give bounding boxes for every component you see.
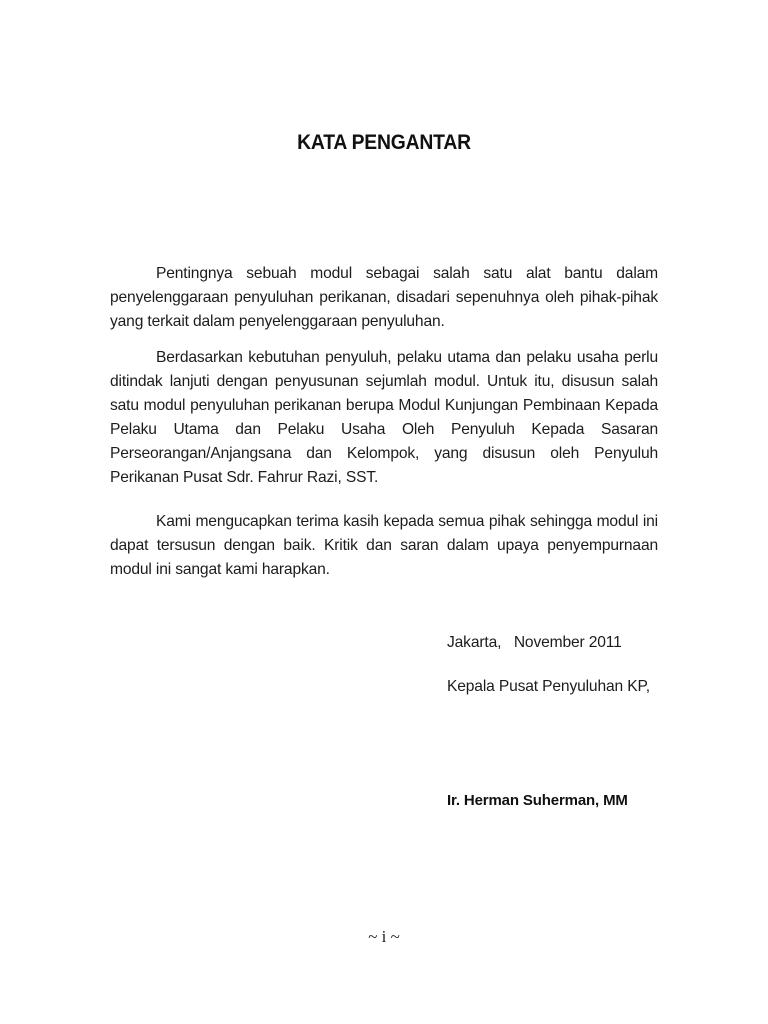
page-title: KATA PENGANTAR	[297, 131, 471, 154]
signature-place-date: Jakarta, November 2011	[447, 634, 622, 651]
signature-role: Kepala Pusat Penyuluhan KP,	[447, 678, 650, 695]
paragraph-2	[110, 346, 658, 490]
signature-name: Ir. Herman Suherman, MM	[447, 792, 628, 809]
paragraph-text: Berdasarkan kebutuhan penyuluh, pelaku utama dan pelaku usaha perlu ditindak lanjuti dengan penyusunan sejumlah modul. Untuk itu, disusun salah satu modul penyuluhan perikanan berupa Modul Kunjungan Pembinaan Kepada Pelaku Utama dan Pelaku Usaha Oleh Penyuluh Kepada Sasaran Perseorangan/Anjangsana dan Kelompok, yang disusun oleh Penyuluh Perikanan Pusat Sdr. Fahrur Razi, SST.	[110, 349, 658, 486]
paragraph-text: Kami mengucapkan terima kasih kepada semua pihak sehingga modul ini dapat tersusun dengan baik. Kritik dan saran dalam upaya penyempurnaan modul ini sangat kami harapkan.	[110, 513, 658, 578]
paragraph-3	[110, 510, 658, 582]
paragraph-1	[110, 262, 658, 334]
paragraph-text: Pentingnya sebuah modul sebagai salah satu alat bantu dalam penyelenggaraan penyuluhan perikanan, disadari sepenuhnya oleh pihak-pihak yang terkait dalam penyelenggaraan penyuluhan.	[110, 265, 658, 330]
page-number: ~ i ~	[368, 927, 400, 946]
